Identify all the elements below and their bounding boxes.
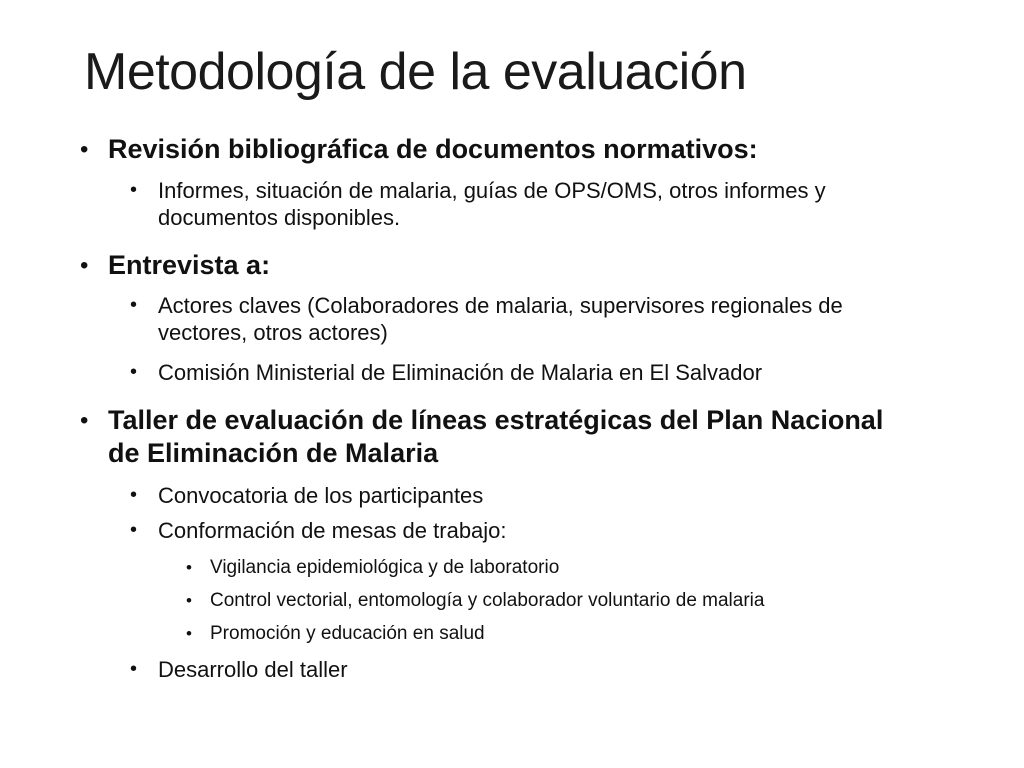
bullet-level3-control (186, 589, 966, 613)
bullet-dot-icon: • (130, 484, 138, 506)
bullet-text: Convocatoria de los participantes (158, 483, 484, 508)
slide-title: Metodología de la evaluación (84, 43, 747, 101)
bullet-dot-icon: • (130, 519, 138, 541)
bullet-dot-icon: • (80, 136, 89, 163)
bullet-dot-icon: • (186, 591, 192, 610)
bullet-level2-informes (130, 177, 890, 231)
bullet-text: Revisión bibliográfica de documentos normativos: (108, 134, 758, 164)
bullet-level1-entrevista (80, 249, 960, 282)
bullet-level2-comision (130, 359, 950, 386)
bullet-dot-icon: • (130, 179, 138, 201)
bullet-text: Vigilancia epidemiológica y de laboratorio (210, 557, 560, 578)
bullet-level2-actores (130, 292, 890, 346)
bullet-level1-taller (80, 404, 900, 470)
bullet-text: Entrevista a: (108, 250, 271, 280)
bullet-dot-icon: • (130, 361, 138, 383)
bullet-dot-icon: • (186, 624, 192, 643)
bullet-text: Taller de evaluación de líneas estratégicas del Plan Nacional de Eliminación de Malaria (108, 405, 884, 468)
bullet-text: Actores claves (Colaboradores de malaria, supervisores regionales de vectores, otros actores) (158, 293, 843, 345)
bullet-text: Control vectorial, entomología y colaborador voluntario de malaria (210, 590, 765, 611)
bullet-dot-icon: • (80, 407, 89, 434)
bullet-level2-convocatoria (130, 482, 950, 509)
bullet-level1-revision (80, 133, 960, 166)
bullet-level3-promocion (186, 622, 966, 646)
bullet-level2-desarrollo (130, 656, 950, 683)
bullet-level2-conformacion (130, 517, 950, 544)
bullet-text: Promoción y educación en salud (210, 623, 485, 644)
bullet-dot-icon: • (130, 658, 138, 680)
bullet-dot-icon: • (186, 558, 192, 577)
bullet-dot-icon: • (130, 294, 138, 316)
bullet-text: Desarrollo del taller (158, 657, 348, 682)
bullet-text: Informes, situación de malaria, guías de OPS/OMS, otros informes y documentos disponibles. (158, 178, 826, 230)
bullet-text: Comisión Ministerial de Eliminación de Malaria en El Salvador (158, 360, 763, 385)
bullet-dot-icon: • (80, 252, 89, 279)
bullet-text: Conformación de mesas de trabajo: (158, 518, 507, 543)
bullet-level3-vigilancia (186, 556, 966, 580)
